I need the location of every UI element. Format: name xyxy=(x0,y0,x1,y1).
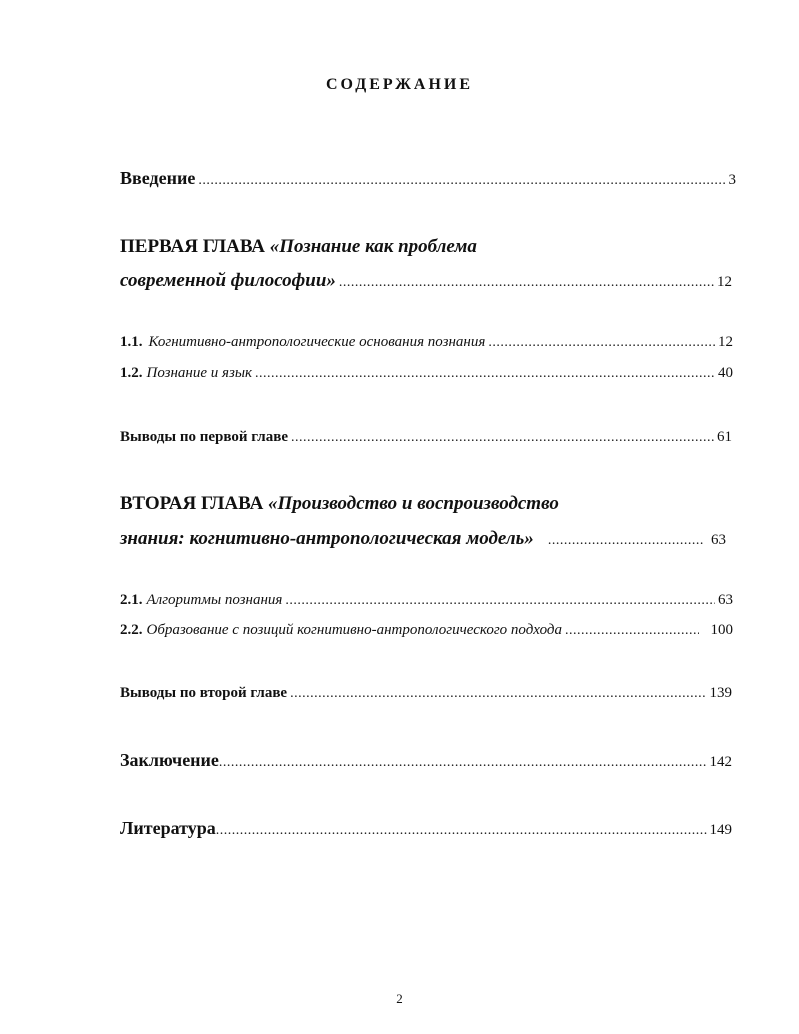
toc-page-number: 100 xyxy=(710,622,733,638)
dot-leader xyxy=(255,366,715,382)
dot-leader xyxy=(548,533,703,549)
section-title: Образование с позиций когнитивно-антропологического подхода xyxy=(146,622,562,638)
section-title: Познание и язык xyxy=(146,365,253,381)
chapter-2-title-part1: «Производство и воспроизводство xyxy=(268,493,559,514)
toc-entry-section-2-1 xyxy=(120,592,733,609)
toc-entry-label: Заключение xyxy=(120,750,219,770)
section-title: Когнитивно-антропологические основания познания xyxy=(148,334,486,350)
toc-entry-section-1-1 xyxy=(120,334,733,351)
toc-entry-chapter-2 xyxy=(120,528,726,550)
dot-leader xyxy=(219,755,707,771)
toc-entry-conclusions-2 xyxy=(120,685,732,702)
toc-page-number: 63 xyxy=(711,532,726,548)
toc-page-number: 12 xyxy=(718,334,733,350)
chapter-2-title-part2: знания: когнитивно-антропологическая модель» xyxy=(120,528,534,549)
toc-entry-label: Литература xyxy=(120,818,216,838)
toc-entry-conclusions-1 xyxy=(120,429,732,446)
toc-page-number: 63 xyxy=(718,592,733,608)
page-title: СОДЕРЖАНИЕ xyxy=(325,76,474,93)
section-number: 2.2. xyxy=(120,622,143,638)
chapter-1-prefix: ПЕРВАЯ ГЛАВА xyxy=(120,236,266,257)
page-number: 2 xyxy=(396,991,403,1006)
dot-leader xyxy=(565,623,699,639)
toc-entry-conclusion xyxy=(120,750,732,771)
section-number: 1.1. xyxy=(120,334,143,350)
toc-entry-label: Выводы по второй главе xyxy=(120,685,288,701)
toc-page-number: 3 xyxy=(728,172,736,188)
chapter-1-title-part1: «Познание как проблема xyxy=(269,236,477,257)
dot-leader xyxy=(285,593,715,609)
dot-leader xyxy=(339,275,714,291)
section-number: 1.2. xyxy=(120,365,143,381)
toc-page-number: 61 xyxy=(717,429,732,445)
toc-entry-chapter-1 xyxy=(120,270,732,292)
dot-leader xyxy=(488,335,715,351)
toc-entry-intro xyxy=(120,168,736,189)
dot-leader xyxy=(198,173,725,189)
chapter-2-prefix: ВТОРАЯ ГЛАВА xyxy=(120,493,264,514)
chapter-2-heading-line1 xyxy=(120,493,559,515)
toc-entry-section-2-2 xyxy=(120,622,733,639)
section-number: 2.1. xyxy=(120,592,143,608)
toc-entry-label: Выводы по первой главе xyxy=(120,429,288,445)
toc-page-number: 139 xyxy=(709,685,732,701)
toc-entry-section-1-2 xyxy=(120,365,733,382)
dot-leader xyxy=(216,823,707,839)
section-title: Алгоритмы познания xyxy=(146,592,283,608)
chapter-1-title-part2: современной философии» xyxy=(120,270,336,291)
toc-entry-literature xyxy=(120,818,732,839)
toc-page-number: 40 xyxy=(718,365,733,381)
toc-page-number: 149 xyxy=(709,822,732,838)
toc-page-number: 12 xyxy=(717,274,732,290)
toc-page-number: 142 xyxy=(709,754,732,770)
chapter-1-heading-line1 xyxy=(120,236,477,258)
toc-entry-label: Введение xyxy=(120,168,196,188)
dot-leader xyxy=(290,686,706,702)
dot-leader xyxy=(291,430,714,446)
